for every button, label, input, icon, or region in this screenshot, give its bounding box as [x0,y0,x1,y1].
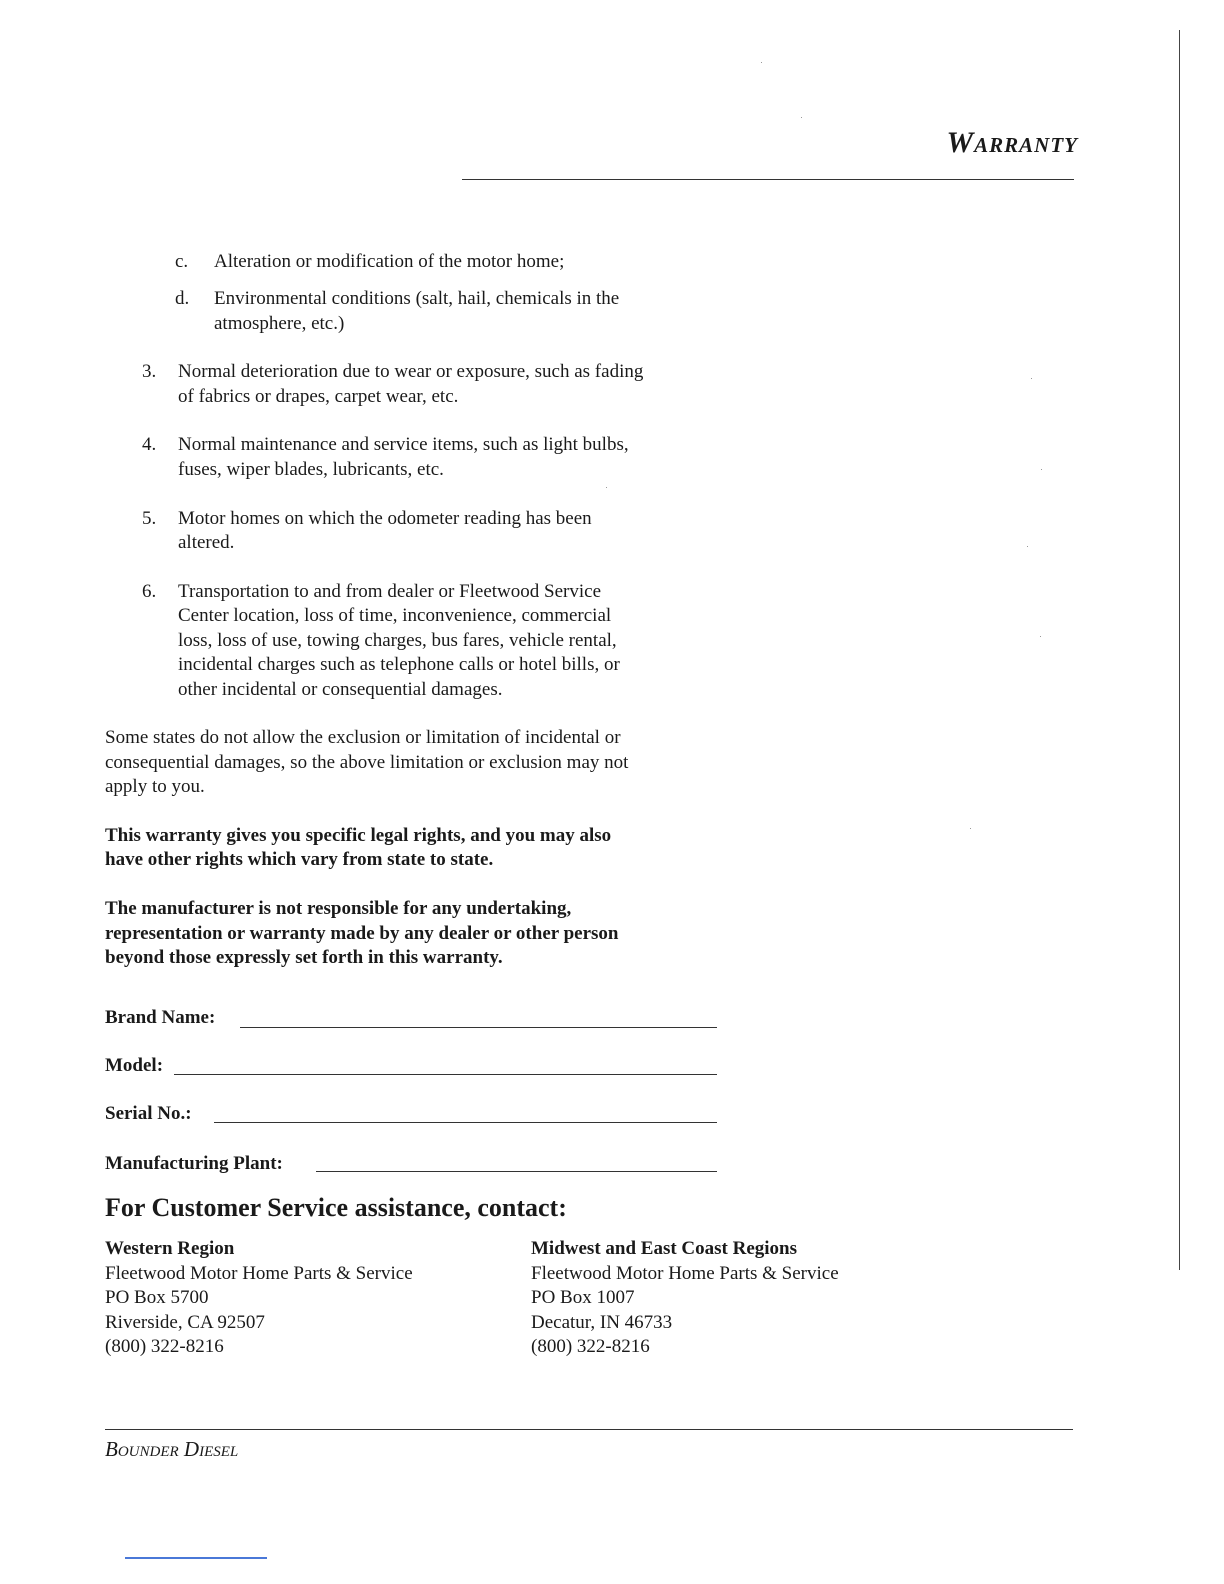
bold-paragraph-text: have other rights which vary from state to state. [105,849,494,870]
paragraph-text: Some states do not allow the exclusion or limitation of incidental or [105,727,621,748]
list-item-marker: c. [175,251,189,272]
serial-number-field[interactable] [214,1121,717,1123]
midwest-company: Fleetwood Motor Home Parts & Service [531,1263,839,1284]
scan-artifact-line [125,1557,267,1559]
list-item-marker: 5. [142,508,157,529]
paragraph-text: consequential damages, so the above limitation or exclusion may not [105,752,629,773]
list-item-text: Center location, loss of time, inconvenience, commercial [178,605,612,626]
manufacturing-plant-label: Manufacturing Plant: [105,1153,283,1174]
list-item-text: fuses, wiper blades, lubricants, etc. [178,459,444,480]
scan-speck [1040,636,1041,637]
list-item-text: of fabrics or drapes, carpet wear, etc. [178,386,459,407]
bold-paragraph-text: The manufacturer is not responsible for any undertaking, [105,898,572,919]
scan-speck [970,828,971,829]
midwest-po-box: PO Box 1007 [531,1287,635,1308]
western-city: Riverside, CA 92507 [105,1312,265,1333]
scan-speck [761,62,762,63]
list-item-text: atmosphere, etc.) [214,313,345,334]
list-item-marker: 3. [142,361,157,382]
bold-paragraph-text: representation or warranty made by any dealer or other person [105,923,619,944]
scan-speck [606,487,607,488]
list-item-text: Transportation to and from dealer or Fleetwood Service [178,581,602,602]
manufacturing-plant-field[interactable] [316,1170,717,1172]
scan-speck [801,117,802,118]
page-edge-line [1179,30,1180,1270]
list-item-marker: 6. [142,581,157,602]
bold-paragraph-text: This warranty gives you specific legal rights, and you may also [105,825,612,846]
list-item-text: other incidental or consequential damages. [178,679,503,700]
bold-paragraph-text: beyond those expressly set forth in this warranty. [105,947,503,968]
serial-number-label: Serial No.: [105,1103,192,1124]
list-item-text: loss, loss of use, towing charges, bus fares, vehicle rental, [178,630,617,651]
midwest-region-title: Midwest and East Coast Regions [531,1238,798,1259]
model-field[interactable] [174,1073,717,1075]
page-title: Warranty [946,126,1078,159]
western-company: Fleetwood Motor Home Parts & Service [105,1263,413,1284]
western-po-box: PO Box 5700 [105,1287,209,1308]
midwest-phone: (800) 322-8216 [531,1336,650,1357]
list-item-text: Motor homes on which the odometer reading has been [178,508,592,529]
scan-speck [1031,378,1032,379]
header-rule [462,179,1074,180]
western-phone: (800) 322-8216 [105,1336,224,1357]
paragraph-text: apply to you. [105,776,205,797]
list-item-text: Alteration or modification of the motor home; [214,251,565,272]
scan-speck [1027,546,1028,547]
list-item-text: altered. [178,532,235,553]
list-item-text: Normal maintenance and service items, such as light bulbs, [178,434,629,455]
footer-rule [105,1429,1073,1430]
model-label: Model: [105,1055,164,1076]
western-region-title: Western Region [105,1238,235,1259]
list-item-text: incidental charges such as telephone calls or hotel bills, or [178,654,620,675]
scan-speck [1041,469,1042,470]
list-item-marker: 4. [142,434,157,455]
footer-title: Bounder Diesel [105,1437,239,1461]
customer-service-heading: For Customer Service assistance, contact: [105,1193,567,1222]
brand-name-label: Brand Name: [105,1007,216,1028]
list-item-text: Normal deterioration due to wear or exposure, such as fading [178,361,644,382]
brand-name-field[interactable] [240,1026,717,1028]
midwest-city: Decatur, IN 46733 [531,1312,673,1333]
list-item-text: Environmental conditions (salt, hail, chemicals in the [214,288,620,309]
list-item-marker: d. [175,288,190,309]
